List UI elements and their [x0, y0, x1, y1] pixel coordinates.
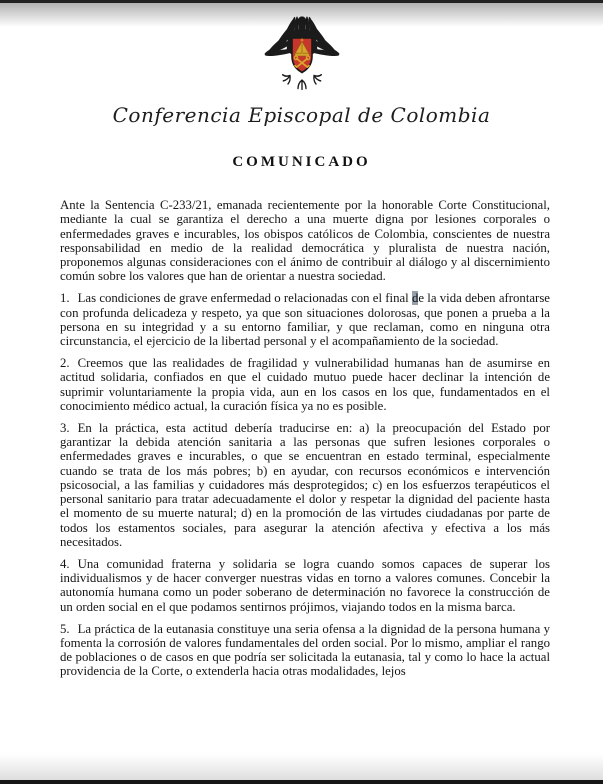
eagle-crest-icon: [262, 11, 342, 97]
episcopal-crest: [0, 0, 603, 99]
text-block: [60, 198, 550, 679]
intro-paragraph: Ante la Sentencia C-233/21, emanada recientemente por la honorable Corte Constitucional, mediante la cual se garantiza el derecho a una muerte digna por lesiones corporales o enfermedades graves e incurables, los obispos católicos de Colombia, conscientes de nuestra responsabilidad en medio de la realidad democrática y pluralista de nuestra nación, proponemos algunas consideraciones con el ánimo de contribuir al diálogo y al discernimiento común sobre los valores que han de orientar a nuestra sociedad.: [60, 198, 550, 284]
organization-name: Conferencia Episcopal de Colombia: [112, 103, 491, 127]
item-number: 2.: [60, 355, 70, 370]
document-title: COMUNICADO: [232, 154, 371, 170]
numbered-paragraph-2: [60, 356, 550, 413]
page-bottom-shadow: [0, 754, 603, 780]
item-text: Creemos que las realidades de fragilidad y vulnerabilidad humanas han de asumirse en actitud solidaria, confiados en que el cuidado mutuo puede hacer declinar la intención de suprimir voluntariamente la propia vida, aun en los casos en los que, fundamentados en el conocimiento médico actual, la curación física ya no es posible.: [60, 355, 550, 413]
text-cursor-highlight[interactable]: d: [411, 291, 419, 306]
item-number: 5.: [60, 621, 70, 636]
numbered-paragraph-3: [60, 421, 550, 550]
item-text: En la práctica, esta actitud debería traducirse en: a) la preocupación del Estado por garantizar la debida atención sanitaria a las personas que sufren lesiones corporales o enfermedades graves e incurables, o que se encuentran en estado terminal, especialmente cuando se trata de los más pobres; b) en ayudar, con recursos económicos e intervención psicosocial, a las familias y cuidadores más desprotegidos; c) en los esfuerzos terapéuticos el personal sanitario para tratar adecuadamente el dolor y respetar la dignidad del paciente hasta el momento de su muerte natural; d) en la promoción de las virtudes ciudadanas por parte de todos los estamentos sociales, para asegurar la atención afectiva y efectiva a los más necesitados.: [60, 420, 550, 550]
page-top-edge: [0, 0, 603, 3]
eagle-talons: [282, 75, 321, 90]
item-text: e la vida deben afrontarse con profunda delicadeza y respeto, ya que son situaciones dolorosas, que ponen a prueba a la persona en su integridad y a su entorno familiar, y que reclaman, como en ninguna otra circunstancia, el ejercicio de la libertad personal y el acompañamiento de la sociedad.: [60, 291, 550, 349]
item-text: La práctica de la eutanasia constituye una seria ofensa a la dignidad de la persona humana y fomenta la corrosión de valores fundamentales del orden social. Por lo mismo, ampliar el rango de poblaciones o de casos en que podría ser solicitada la eutanasia, tal y como lo hace la actual providencia de la Corte, o extenderla hacia otras modalidades, lejos: [60, 621, 550, 679]
numbered-paragraph-5: [60, 622, 550, 679]
item-text: Una comunidad fraterna y solidaria se logra cuando somos capaces de superar los individualismos y de hacer converger nuestras vidas en torno a valores comunes. Concebir la autonomía humana como un poder soberano de determinación no favorece la construcción de un orden social en el que podamos sentirnos prójimos, viajando todos en la misma barca.: [60, 556, 550, 614]
item-text: Las condiciones de grave enfermedad o relacionadas con el final: [77, 291, 412, 306]
page-bottom-edge: [0, 780, 603, 784]
item-number: 4.: [60, 556, 70, 571]
item-number: 1.: [60, 291, 70, 306]
item-number: 3.: [60, 420, 70, 435]
numbered-paragraph-4: [60, 557, 550, 614]
numbered-paragraph-1: [60, 291, 550, 348]
